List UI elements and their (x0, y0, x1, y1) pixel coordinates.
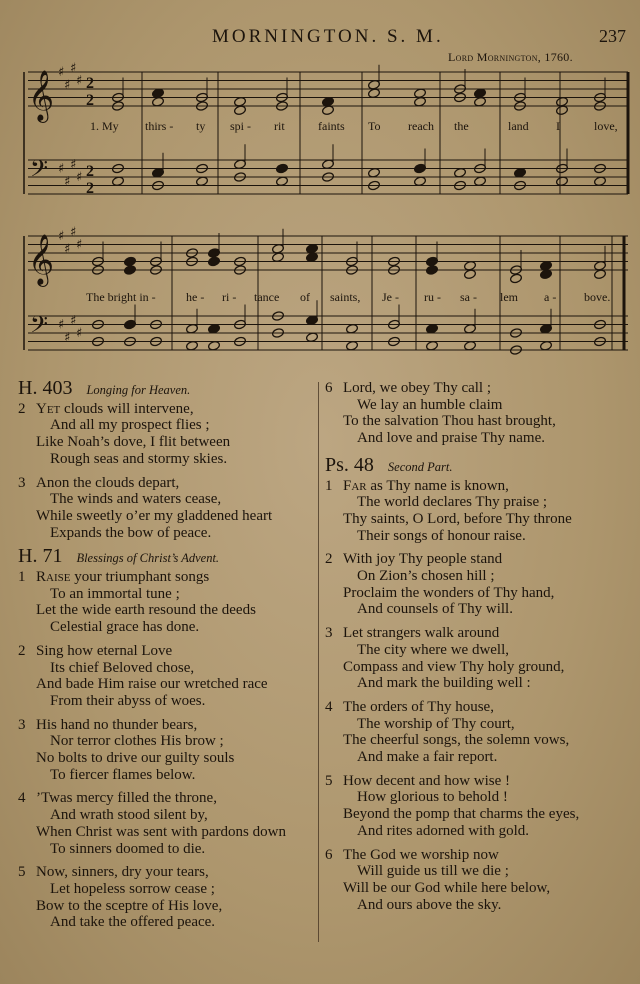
hymn-number: Ps. 48 (325, 453, 374, 476)
verse-line (18, 475, 318, 492)
lyric-syllable: ru - (424, 290, 441, 304)
treble-clef-icon: 𝄞 (28, 234, 55, 285)
verse-line-text: With joy Thy people stand (343, 551, 503, 568)
verse-line-text: Now, sinners, dry your tears, (36, 864, 209, 881)
sharp-icon: ♯ (58, 229, 65, 244)
lyric-syllable: he - (186, 290, 205, 304)
sharp-icon: ♯ (64, 77, 71, 93)
verse-line: When Christ was sent with pardons down (36, 823, 286, 840)
note-head (124, 265, 137, 276)
verse-line-text: Let strangers walk around (343, 625, 500, 642)
verse-number: 4 (18, 790, 26, 807)
verse-line: Like Noah’s dove, I flit between (36, 434, 231, 451)
verse-line: Will guide us till we die ; (357, 863, 509, 880)
verse-line: And love and praise Thy name. (357, 430, 546, 447)
verse-number: 3 (18, 474, 26, 491)
verse (325, 625, 630, 692)
note-head (474, 96, 487, 107)
sharp-icon: ♯ (76, 73, 83, 89)
note-head (276, 176, 289, 187)
verse-line: The winds and waters cease, (50, 491, 222, 508)
note-head (464, 323, 477, 334)
verse-number: 2 (325, 551, 333, 568)
hymn-number: H. 71 (18, 545, 63, 568)
verse (325, 773, 630, 840)
verse-line: To fiercer flames below. (50, 766, 196, 783)
lyric-syllable: ri - (222, 290, 237, 304)
column-divider (318, 382, 319, 942)
verse-line: Celestial grace has done. (50, 619, 200, 636)
note-head (556, 176, 569, 187)
verse-number: 6 (325, 846, 333, 863)
music-score (0, 0, 640, 370)
verse-line: We lay an humble claim (357, 396, 503, 413)
lyric-syllable: bove. (584, 290, 611, 304)
verse (325, 699, 630, 766)
verse-line: And ours above the sky. (357, 896, 502, 913)
verse-line: To an immortal tune ; (50, 585, 180, 602)
verse-line: And all my prospect flies ; (50, 417, 210, 434)
verse-line-text: The orders of Thy house, (343, 698, 494, 715)
verse-line: And bade Him raise our wretched race (36, 676, 268, 693)
verse-line: No bolts to drive our guilty souls (36, 750, 235, 767)
note-head (322, 105, 335, 116)
note-head (368, 79, 381, 90)
verse-number: 5 (18, 864, 26, 881)
note-head (234, 159, 247, 170)
note-head (594, 269, 607, 280)
lyric-syllable: faints (318, 119, 345, 133)
verse-line: Proclaim the wonders of Thy hand, (343, 584, 555, 601)
verse-line (325, 847, 630, 864)
sharp-icon: ♯ (64, 241, 71, 257)
verse-line-text: Lord, we obey Thy call ; (343, 380, 492, 396)
sharp-icon: ♯ (76, 170, 83, 185)
verse-line (18, 717, 318, 734)
lyric-syllable: the (454, 119, 469, 133)
note-head (272, 252, 285, 263)
note-head (464, 340, 477, 351)
verse-line: And counsels of Thy will. (357, 601, 513, 618)
lyric-syllable: 1. My (90, 119, 119, 133)
verse-line-text: your triumphant songs (70, 569, 210, 586)
hymn-subtitle: Second Part. (387, 459, 453, 474)
note-head (186, 323, 199, 334)
verse-first-word: Raise (36, 569, 71, 586)
verse-line: The cheerful songs, the solemn vows, (343, 732, 570, 749)
verse-line (325, 478, 630, 495)
verse-number: 1 (18, 569, 26, 586)
note-head (234, 96, 247, 107)
left-column (18, 377, 318, 938)
verse (18, 475, 318, 542)
verse-line: The worship of Thy court, (357, 715, 515, 732)
lyric-syllable: lem (500, 290, 518, 304)
lyric-syllable: thirs - (145, 119, 174, 133)
note-head (152, 96, 165, 107)
lyric-syllable: The bright in - (86, 290, 156, 304)
verse-line (18, 569, 318, 586)
verse-line (325, 699, 630, 716)
note-head (556, 96, 569, 107)
verse-line: To the salvation Thou hast brought, (343, 413, 556, 430)
lyric-syllable: land (508, 119, 529, 133)
verse-number: 1 (325, 477, 333, 494)
verse-line-text: clouds will intervene, (60, 400, 194, 417)
verse-line: Let hopeless sorrow cease ; (50, 880, 215, 897)
composer-credit: Lord Mornington, 1760. (448, 50, 573, 64)
verse-first-word: Yet (36, 400, 61, 417)
verse-line: The city where we dwell, (357, 641, 510, 658)
verse-line: Nor terror clothes His brow ; (50, 733, 224, 750)
sharp-icon: ♯ (70, 60, 77, 76)
tune-title: MORNINGTON. S. M. (212, 26, 444, 47)
note-head (322, 159, 335, 170)
lyric-syllable: saints, (330, 290, 361, 304)
sharp-icon: ♯ (76, 326, 83, 341)
note-head (514, 167, 527, 178)
verse-line: And rites adorned with gold. (357, 822, 530, 839)
note-head (464, 269, 477, 280)
hymn-block (18, 377, 318, 541)
right-column (325, 380, 630, 920)
note-head (426, 265, 439, 276)
verse-line: Let the wide earth resound the deeds (36, 602, 256, 619)
verse (18, 790, 318, 857)
verse-number: 4 (325, 698, 333, 715)
bass-clef-icon: 𝄢 (30, 310, 49, 344)
sharp-icon: ♯ (70, 313, 77, 329)
lyric-syllable: love, (594, 119, 618, 133)
verse-line: Beyond the pomp that charms the eyes, (343, 806, 580, 823)
bass-clef-icon: 𝄢 (30, 154, 49, 188)
sharp-icon: ♯ (76, 237, 83, 253)
note-head (196, 176, 209, 187)
note-head (414, 176, 427, 187)
verse-line (325, 380, 630, 397)
hymn-block (325, 453, 630, 914)
lyric-syllable: spi - (230, 119, 251, 133)
note-head (208, 256, 221, 267)
note-head (306, 252, 319, 263)
time-signature: 2 (86, 180, 94, 197)
note-head (306, 332, 319, 343)
verse (325, 847, 630, 914)
verse-line (18, 401, 318, 418)
note-head (124, 256, 137, 267)
sharp-icon: ♯ (70, 157, 77, 173)
hymn-subtitle: Longing for Heaven. (86, 383, 191, 397)
sharp-icon: ♯ (64, 174, 71, 190)
verse-line-text: Sing how eternal Love (36, 642, 173, 659)
verse-line (325, 625, 630, 642)
verse-number: 2 (18, 400, 26, 417)
hymn-block (18, 545, 318, 931)
note-head (368, 88, 381, 99)
hymn-heading (325, 453, 630, 476)
hymn-block (325, 380, 630, 447)
verse-line-text: as Thy name is known, (366, 477, 509, 494)
time-signature: 2 (86, 92, 94, 109)
verse (325, 551, 630, 618)
note-head (276, 163, 289, 174)
lyric-syllable: sa - (460, 290, 477, 304)
verse-line: Compass and view Thy holy ground, (343, 658, 565, 675)
note-head (540, 269, 553, 280)
verse-line: How glorious to behold ! (357, 789, 508, 806)
note-head (208, 323, 221, 334)
verse-line: To sinners doomed to die. (50, 840, 206, 857)
hymn-heading (18, 545, 318, 568)
note-head (208, 340, 221, 351)
lyric-syllable: of (300, 290, 310, 304)
verse (18, 569, 318, 636)
time-signature: 2 (86, 163, 94, 180)
verse-line: On Zion’s chosen hill ; (357, 568, 495, 585)
note-head (510, 273, 523, 284)
verse-line (325, 551, 630, 568)
note-head (208, 248, 221, 259)
note-head (426, 256, 439, 267)
verse-number: 3 (18, 716, 26, 733)
note-head (414, 96, 427, 107)
note-head (152, 88, 165, 99)
verse-line: And wrath stood silent by, (50, 807, 208, 824)
note-head (594, 260, 607, 271)
verse (325, 478, 630, 545)
lyric-syllable: rit (274, 119, 285, 133)
verse-line: And mark the building well : (357, 675, 531, 692)
verse (18, 717, 318, 784)
treble-clef-icon: 𝄞 (28, 70, 55, 121)
note-head (426, 340, 439, 351)
verse-line: Rough seas and stormy skies. (50, 450, 228, 467)
verse-line-text: ’Twas mercy filled the throne, (36, 790, 217, 807)
verse-number: 6 (325, 380, 333, 396)
note-head (368, 167, 381, 178)
note-head (152, 167, 165, 178)
verse-number: 2 (18, 642, 26, 659)
note-head (346, 323, 359, 334)
lyric-syllable: I (556, 119, 560, 133)
verse (325, 380, 630, 447)
sharp-icon: ♯ (64, 330, 71, 346)
note-head (322, 96, 335, 107)
lyric-syllable: tance (254, 290, 280, 304)
note-head (540, 323, 553, 334)
verse-line-text: The God we worship now (343, 846, 499, 863)
hymn-subtitle: Blessings of Christ’s Advent. (76, 551, 220, 566)
note-head (474, 88, 487, 99)
sharp-icon: ♯ (70, 224, 77, 240)
verse-line-text: His hand no thunder bears, (36, 716, 198, 733)
note-head (346, 340, 359, 351)
lyric-syllable: a - (544, 290, 557, 304)
lyric-syllable: reach (408, 119, 434, 133)
verse-line (18, 790, 318, 807)
lyric-syllable: To (368, 119, 381, 133)
verse-line: And make a fair report. (357, 749, 498, 766)
verse-line: Its chief Beloved chose, (50, 659, 195, 676)
note-head (234, 105, 247, 116)
time-signature: 2 (86, 75, 94, 92)
sharp-icon: ♯ (58, 161, 65, 177)
lyric-syllable: ty (196, 119, 206, 133)
verse-number: 5 (325, 772, 333, 789)
note-head (556, 105, 569, 116)
verse-line-text: How decent and how wise ! (343, 772, 511, 789)
note-head (414, 163, 427, 174)
note-head (306, 315, 319, 326)
note-head (426, 323, 439, 334)
hymn-heading (18, 377, 318, 399)
hymn-number: H. 403 (18, 377, 73, 399)
note-head (272, 243, 285, 254)
note-head (306, 243, 319, 254)
verse (18, 643, 318, 710)
note-head (594, 176, 607, 187)
verse-line (18, 643, 318, 660)
verse-line-text: Anon the clouds depart, (36, 474, 180, 491)
note-head (474, 176, 487, 187)
verse-line (18, 864, 318, 881)
verse-line: Will be our God while here below, (343, 879, 551, 896)
verse-line (325, 773, 630, 790)
verse-line: Thy saints, O Lord, before Thy throne (343, 510, 572, 527)
verse-line: The world declares Thy praise ; (357, 494, 548, 511)
lyric-syllable: Je - (382, 290, 399, 304)
verse-line: From their abyss of woes. (50, 692, 206, 709)
verse-line: Expands the bow of peace. (50, 524, 212, 541)
page-number: 237 (599, 26, 626, 46)
verse-line: And take the offered peace. (50, 914, 216, 931)
verse (18, 401, 318, 468)
verse-line: Their songs of honour raise. (357, 527, 526, 544)
note-head (540, 340, 553, 351)
verse-number: 3 (325, 625, 333, 642)
sharp-icon: ♯ (58, 317, 65, 333)
verse-line: While sweetly o’er my gladdened heart (36, 507, 273, 524)
note-head (464, 260, 477, 271)
verse-line: Bow to the sceptre of His love, (36, 897, 223, 914)
note-head (454, 167, 467, 178)
note-head (414, 88, 427, 99)
note-head (186, 340, 199, 351)
note-head (112, 176, 125, 187)
verse-first-word: Far (343, 477, 367, 494)
verse (18, 864, 318, 931)
note-head (540, 260, 553, 271)
note-head (124, 319, 137, 330)
sharp-icon: ♯ (58, 65, 65, 80)
